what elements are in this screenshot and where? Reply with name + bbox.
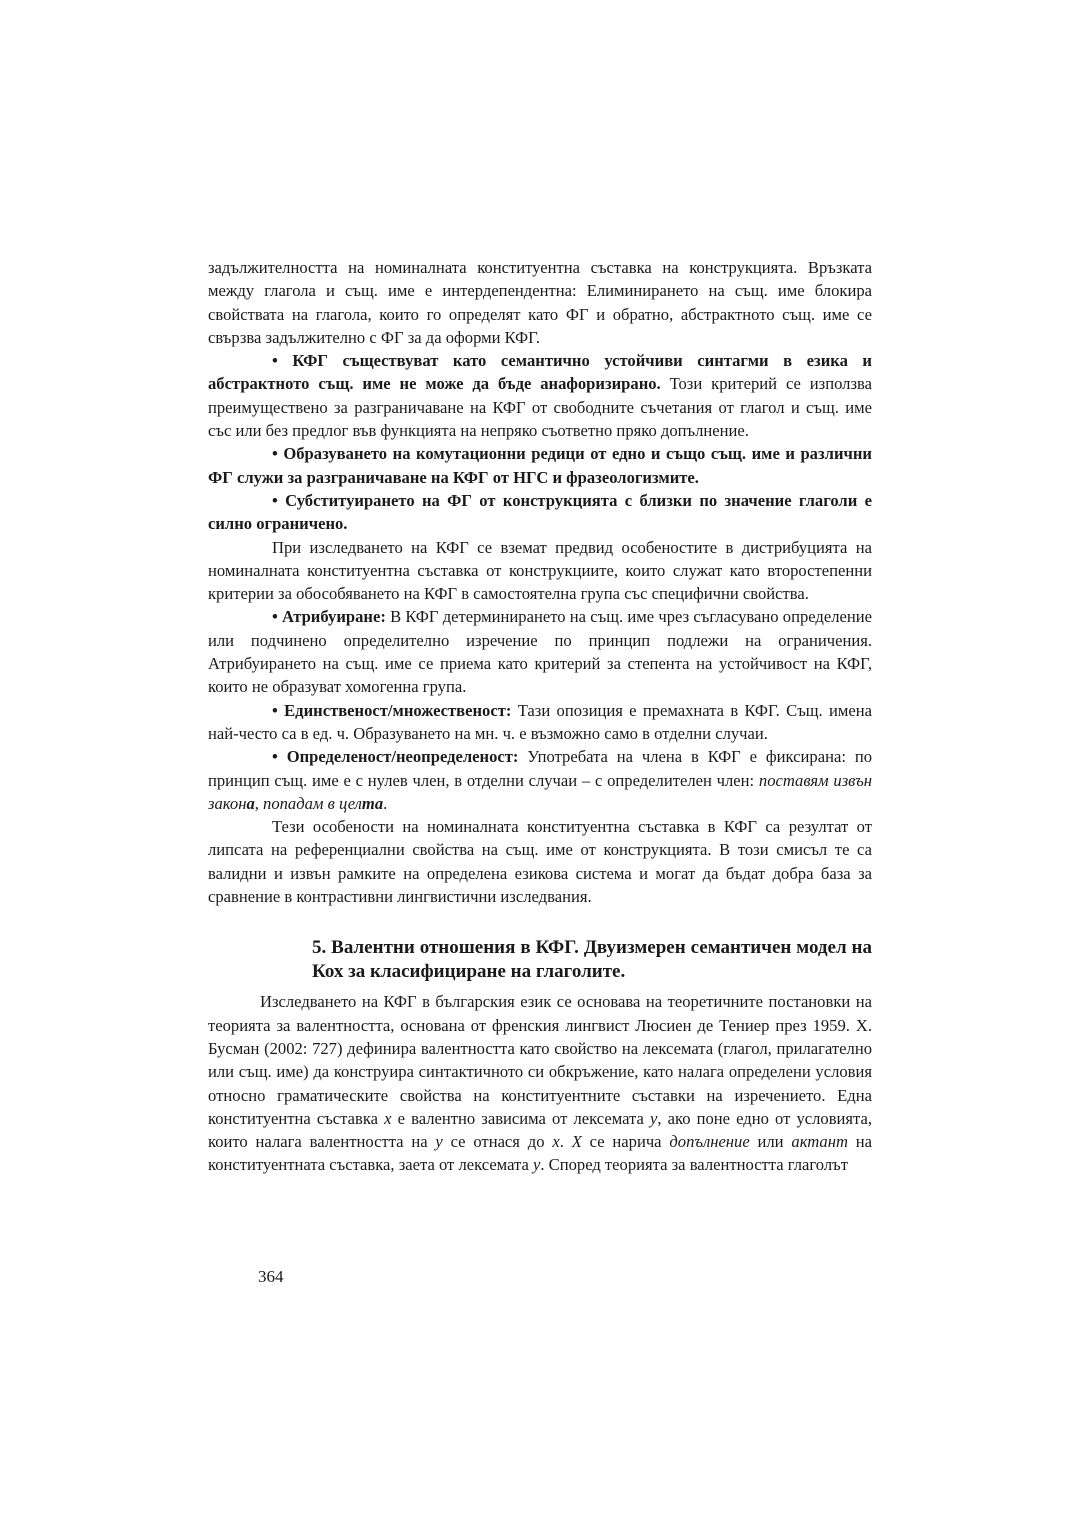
criterion-text: Употребата на члена в КФГ е фиксирана: по принцип същ. име е с нулев член, в отделни случаи – с определителен член: — [208, 747, 872, 790]
criterion-heading: • Атрибуиране: — [272, 607, 386, 627]
paragraph-1: задължителността на номиналната конституентна съставка на конструкцията. Връзката между глагола и същ. име е интердепендентна: Елиминирането на същ. име блокира свойствата на глагола, които го определят като ФГ и обратно, абстрактното същ. име се свързва задължително с ФГ за да оформи КФГ. — [208, 258, 872, 347]
criterion-stable-syntagms — [208, 349, 872, 442]
criterion-heading: • Определеност/неопределеност: — [272, 747, 519, 767]
example-2: попадам в целта — [263, 793, 384, 813]
criterion-heading: • Субституирането на ФГ от конструкцията с близки по значение глаголи е силно ограничено. — [208, 490, 872, 534]
section-heading: 5. Валентни отношения в КФГ. Двуизмерен семантичен модел на Кох за класифициране на глаголите. — [312, 937, 872, 983]
criterion-heading: • Образуването на комутационни редици от едно и също същ. име и различни ФГ служи за разграничаване на КФГ от НГС и фразеологизмите. — [208, 444, 872, 487]
paragraph-valency: Изследването на КФГ в българския език се основава на теоретичните постановки на теорията за валентността, основана от френския лингвист Люсиен де Тениер през 1959. Х. Бусман (2002: 727) дефинира валентността като свойство на лексемата (глагол, прилагателно или същ. име) да конструира синтактичното си обкръжение, като налага определени условия относно граматическите свойства на конституентните съставки на изречението. Една конституентна съставка х е валентно зависима от лексемата у, ако поне едно от условията, които налага валентността на у се отнася до х. Х се нарича допълнение или актант на конституентната съставка, заета от лексемата у. Според теорията за валентността глаголът — [208, 992, 873, 1175]
criterion-substitution — [208, 489, 872, 536]
paragraph-distribution: При изследването на КФГ се вземат предвид особеностите в дистрибуцията на номиналната конституентна съставка от конструкциите, които служат като второстепенни критерии за обособяването на КФГ в самостоятелна група със специфични свойства. — [208, 537, 872, 604]
example-1: поставям извън закона — [208, 770, 872, 813]
criterion-text: В КФГ детерминирането на същ. име чрез съгласувано определение или подчинено определително изречение по принцип подлежи на ограничения. Атрибуирането на същ. име се приема като критерий за степента на устойчивост на КФГ, които не образуват хомогенна група. — [208, 607, 872, 697]
page-body — [208, 256, 872, 1177]
criterion-number — [208, 699, 872, 746]
paragraph-conclusion: Тези особености на номиналната конституентна съставка в КФГ са резултат от липсата на референциални свойства на същ. име от конструкцията. В този смисъл те са валидни и извън рамките на определена езикова система и могат да бъдат добра база за сравнение в контрастивни лингвистични изследвания. — [208, 817, 872, 907]
page-number: 364 — [258, 1267, 284, 1286]
criterion-text: Този критерий се използва преимуществено за разграничаване на КФГ от свободните съчетания от глагол и същ. име със или без предлог във функцията на непряко съответно пряко допълнение. — [208, 374, 872, 441]
criterion-commutation — [208, 442, 872, 489]
criterion-definiteness: • Определеност/неопределеност: Употребата на члена в КФГ е фиксирана: по принцип същ. име е с нулев член, в отделни случаи – с определителен член: поставям извън закона, попадам в целта. — [208, 747, 872, 813]
criterion-heading: • Единственост/множественост: — [272, 700, 512, 720]
criterion-text: Тази опозиция е премахната в КФГ. Същ. имена най-често са в ед. ч. Образуването на мн. ч. е възможно само в отделни случаи. — [208, 700, 872, 743]
criterion-heading: • КФГ съществуват като семантично устойчиви синтагми в езика и абстрактното същ. име не може да бъде анафоризирано. — [208, 351, 872, 394]
criterion-attribution — [208, 605, 872, 698]
